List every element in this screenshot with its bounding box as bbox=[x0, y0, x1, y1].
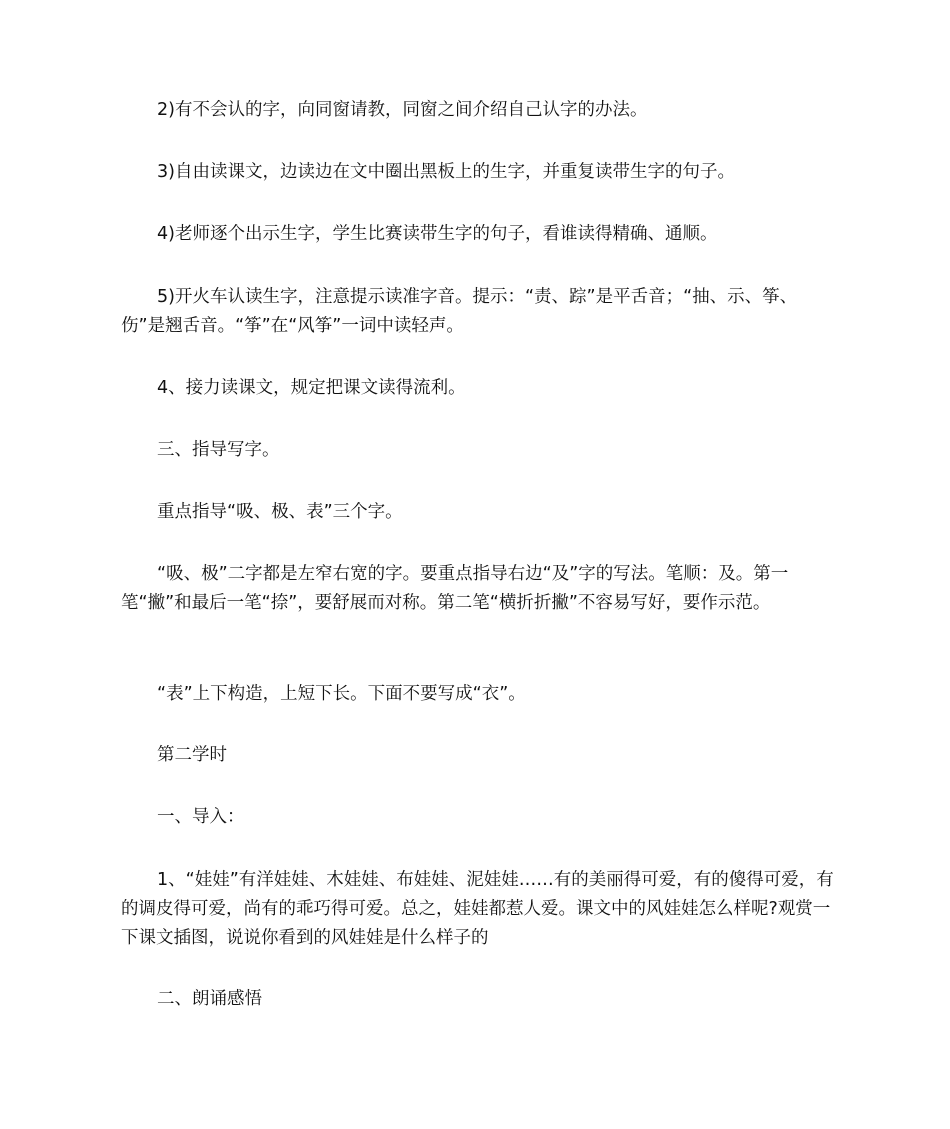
paragraph-biao: “表”上下构造，上短下长。下面不要写成“衣”。 bbox=[157, 684, 526, 704]
paragraph-xi-ji: “吸、极”二字都是左窄右宽的字。要重点指导右边“及”字的写法。笔顺：及。第一笔“撇”和最后一笔“捺”，要舒展而对称。第二笔“横折折撇”不容易写好，要作示范。 bbox=[121, 564, 789, 613]
heading-writing-guidance: 三、指导写字。 bbox=[157, 440, 280, 460]
heading-second-lesson: 第二学时 bbox=[157, 745, 227, 765]
paragraph-step-4: 4)老师逐个出示生字，学生比赛读带生字的句子，看谁读得精确、通顺。 bbox=[157, 224, 718, 244]
heading-introduction: 一、导入： bbox=[157, 807, 245, 827]
heading-reading-comprehension: 二、朗诵感悟 bbox=[157, 989, 262, 1009]
paragraph-step-3: 3)自由读课文，边读边在文中圈出黑板上的生字，并重复读带生字的句子。 bbox=[157, 162, 735, 182]
paragraph-dolls: 1、“娃娃”有洋娃娃、木娃娃、布娃娃、泥娃娃……有的美丽得可爱，有的傻得可爱，有的调皮得可爱，尚有的乖巧得可爱。总之，娃娃都惹人爱。课文中的风娃娃怎么样呢?观赏一下课文插图，说说你看到的风娃娃是什么样子的 bbox=[121, 870, 834, 948]
paragraph-step-5: 5)开火车认读生字，注意提示读准字音。提示：“责、踪”是平舌音；“抽、示、筝、伤”是翘舌音。“筝”在“风筝”一词中读轻声。 bbox=[121, 287, 798, 336]
paragraph-step-2: 2)有不会认的字，向同窗请教，同窗之间介绍自己认字的办法。 bbox=[157, 100, 648, 120]
paragraph-relay-reading: 4、接力读课文，规定把课文读得流利。 bbox=[157, 378, 466, 398]
paragraph-key-characters: 重点指导“吸、极、表”三个字。 bbox=[157, 502, 403, 522]
